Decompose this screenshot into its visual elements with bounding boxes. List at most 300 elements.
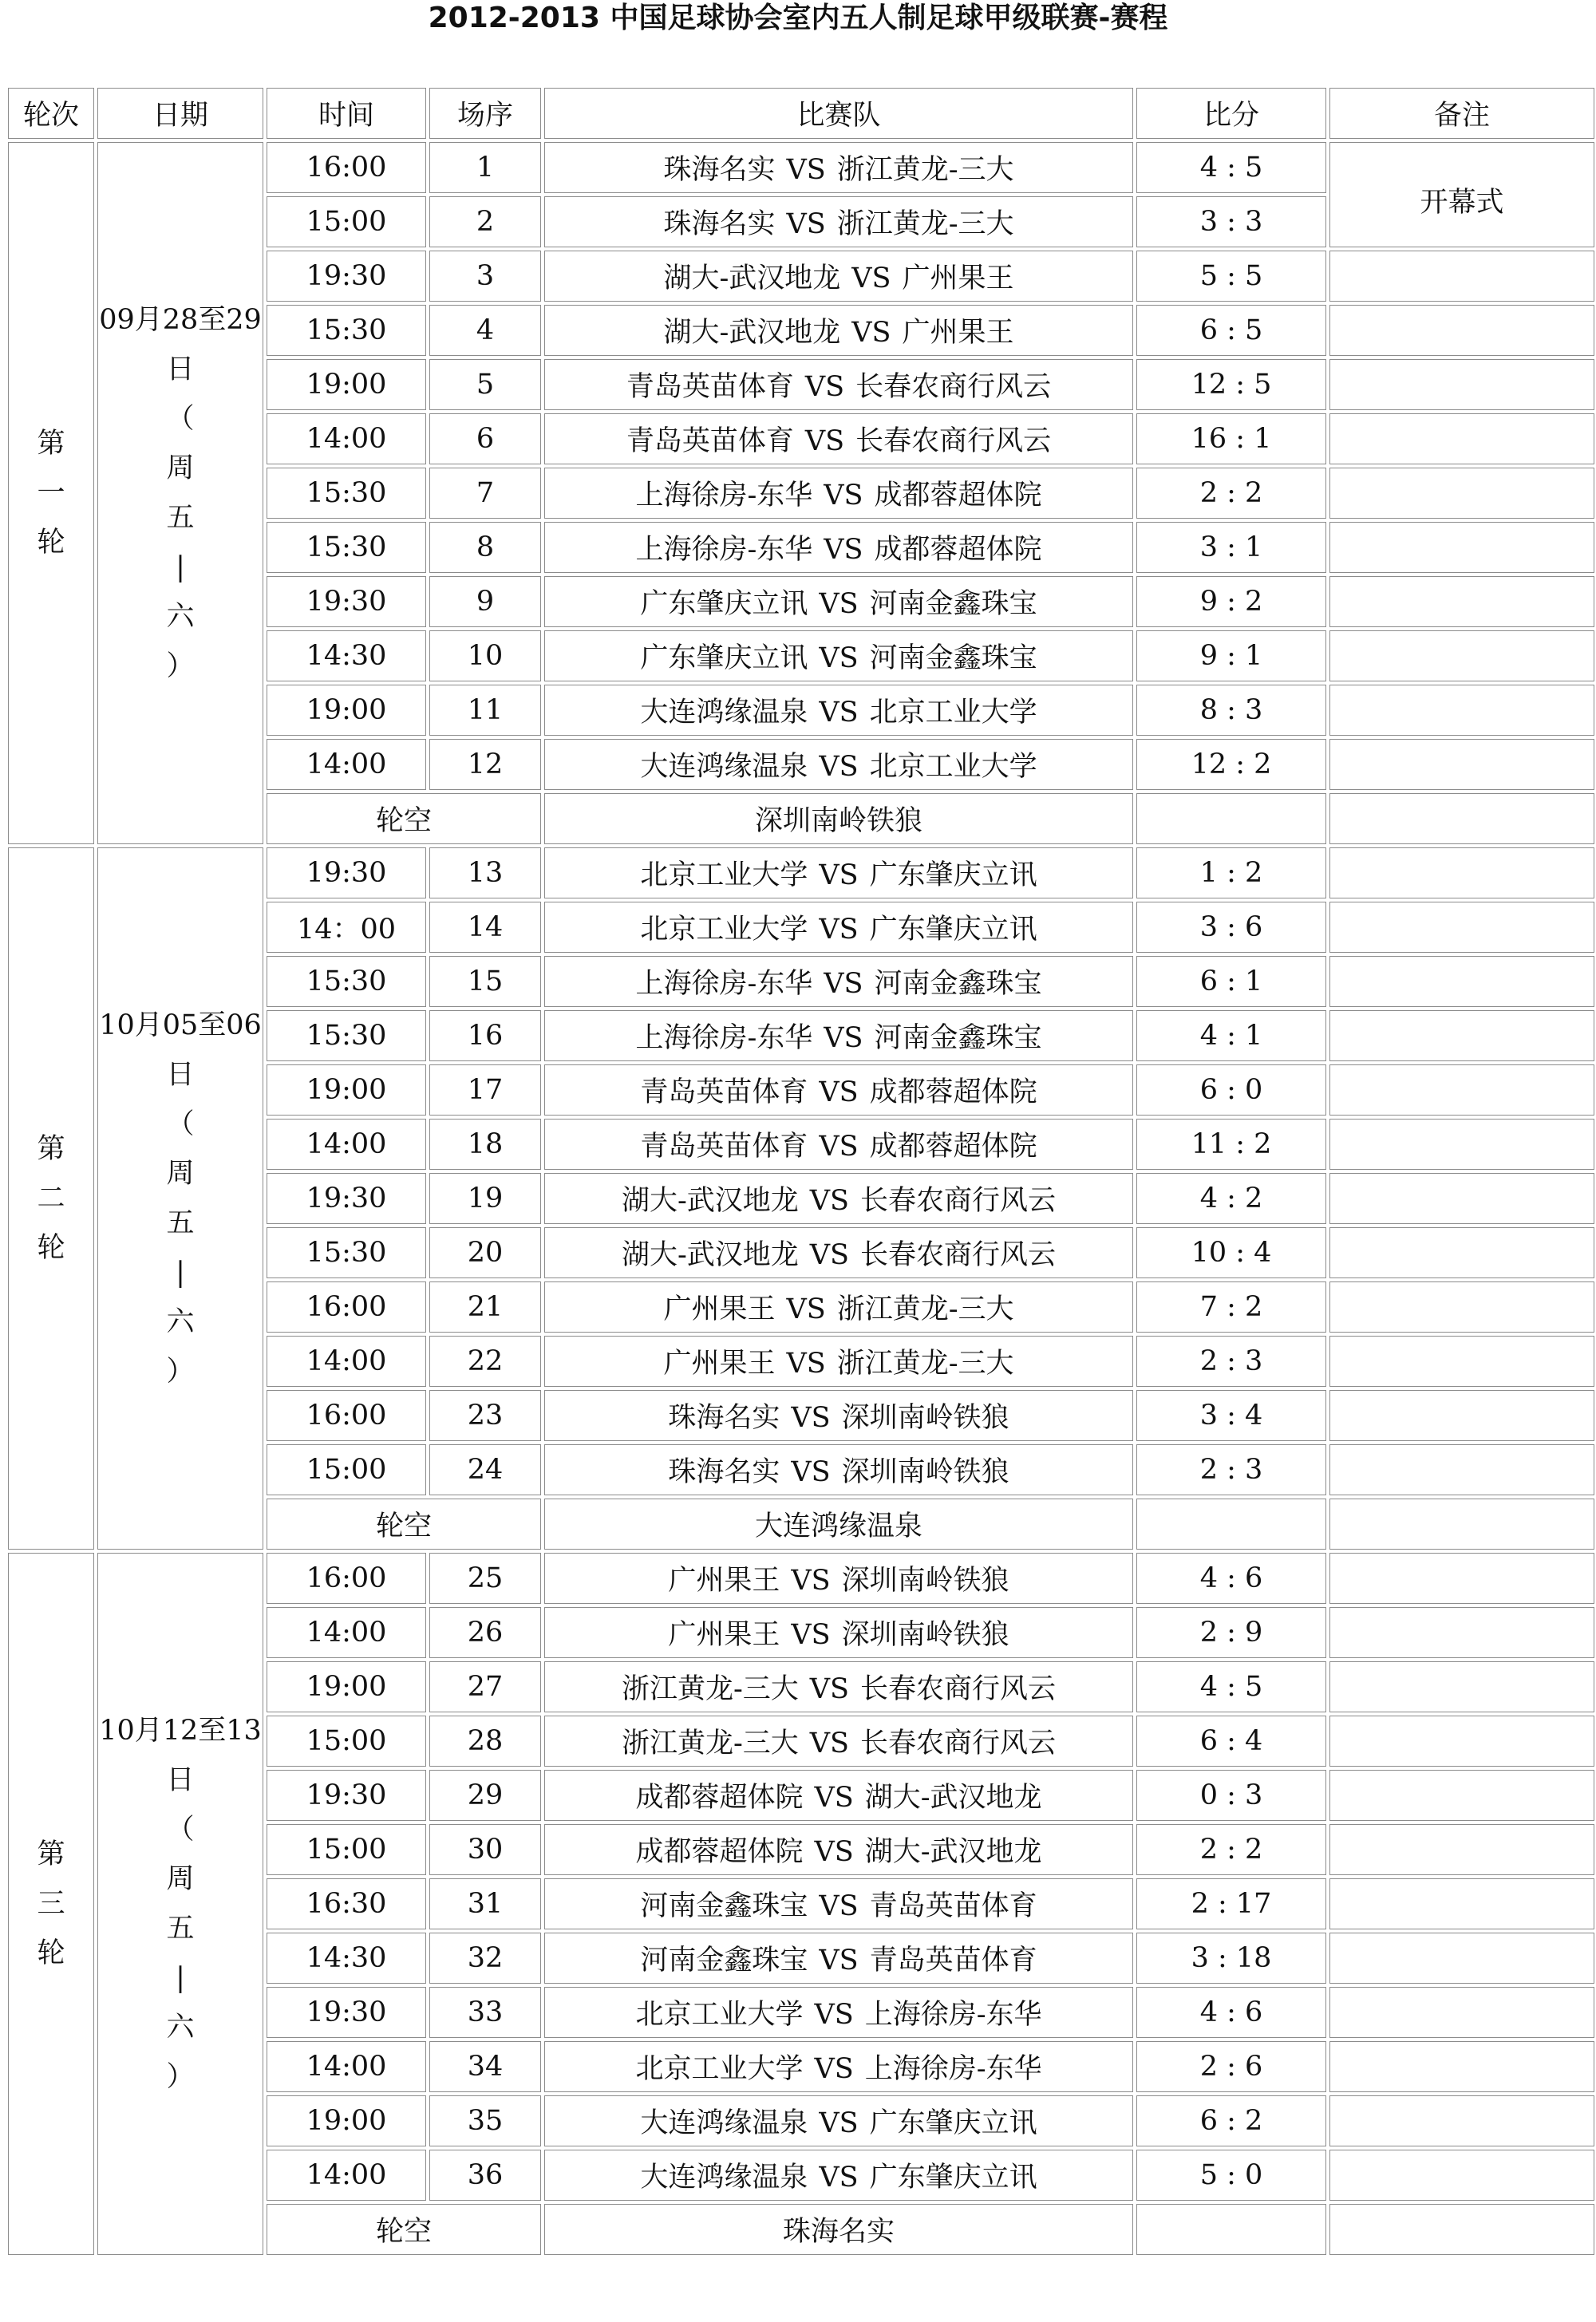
match-time: 15:30 [267, 956, 426, 1007]
match-score: 6 : 0 [1136, 1064, 1326, 1116]
round-label-char: 二 [37, 1183, 65, 1214]
home-team: 珠海名实 [668, 1402, 780, 1434]
away-team: 深圳南岭铁狼 [841, 1565, 1009, 1597]
away-team: 深圳南岭铁狼 [841, 1456, 1009, 1488]
bye-label: 轮空 [267, 1499, 541, 1550]
vs-label: VS [804, 371, 845, 403]
round-date-line: 周 [166, 1863, 195, 1895]
match-teams [544, 1824, 1133, 1875]
match-seq: 3 [429, 251, 541, 302]
home-team: 河南金鑫珠宝 [640, 1945, 808, 1976]
match-seq: 26 [429, 1607, 541, 1658]
match-seq: 27 [429, 1661, 541, 1712]
match-score: 9 : 2 [1136, 576, 1326, 627]
vs-label: VS [819, 1131, 859, 1163]
match-note [1329, 1010, 1594, 1061]
header-date: 日期 [97, 88, 263, 139]
match-note [1329, 359, 1594, 410]
match-note [1329, 1444, 1594, 1495]
away-team: 上海徐房-东华 [864, 1999, 1042, 2031]
match-teams [544, 847, 1133, 898]
match-seq: 12 [429, 739, 541, 790]
home-team: 成都蓉超体院 [635, 1836, 804, 1868]
home-team: 北京工业大学 [635, 1999, 804, 2031]
round-date-line: 五 [166, 1913, 195, 1945]
away-team: 成都蓉超体院 [874, 534, 1042, 566]
match-score: 9 : 1 [1136, 630, 1326, 681]
match-note [1329, 522, 1594, 573]
away-team: 成都蓉超体院 [874, 480, 1042, 511]
match-note [1329, 468, 1594, 519]
match-score: 3 : 18 [1136, 1933, 1326, 1984]
away-team: 广州果王 [902, 263, 1014, 294]
vs-label: VS [814, 2053, 854, 2085]
away-team: 河南金鑫珠宝 [874, 1022, 1042, 1054]
vs-label: VS [804, 425, 845, 457]
match-note [1329, 1173, 1594, 1224]
match-note [1329, 1607, 1594, 1658]
match-teams [544, 685, 1133, 736]
away-team: 河南金鑫珠宝 [869, 642, 1037, 674]
match-time: 15:00 [267, 196, 426, 247]
away-team: 成都蓉超体院 [869, 1076, 1037, 1108]
match-note [1329, 1281, 1594, 1333]
match-time: 14:00 [267, 1119, 426, 1170]
match-note [1329, 1878, 1594, 1929]
match-seq: 18 [429, 1119, 541, 1170]
match-score: 7 : 2 [1136, 1281, 1326, 1333]
match-score: 2 : 2 [1136, 1824, 1326, 1875]
match-teams [544, 1281, 1133, 1333]
home-team: 大连鸿缘温泉 [640, 751, 808, 783]
away-team: 北京工业大学 [869, 751, 1037, 783]
vs-label: VS [791, 1456, 831, 1488]
match-seq: 16 [429, 1010, 541, 1061]
match-score: 12 : 5 [1136, 359, 1326, 410]
match-teams [544, 142, 1133, 193]
match-teams [544, 1878, 1133, 1929]
match-teams [544, 630, 1133, 681]
schedule-body [8, 142, 1594, 2255]
match-teams [544, 1390, 1133, 1441]
match-note [1329, 685, 1594, 736]
round-date-line: ） [166, 650, 195, 682]
match-time: 19:30 [267, 847, 426, 898]
match-teams [544, 1444, 1133, 1495]
match-seq: 20 [429, 1227, 541, 1278]
away-team: 长春农商行风云 [860, 1673, 1057, 1705]
away-team: 广州果王 [902, 317, 1014, 349]
round-date-line: 五 [166, 502, 195, 534]
round-date-line: 10月12至13 [99, 1715, 262, 1747]
schedule-table [5, 85, 1596, 2258]
match-score: 4 : 6 [1136, 1553, 1326, 1604]
match-time: 15:30 [267, 1227, 426, 1278]
away-team: 广东肇庆立讯 [869, 859, 1037, 891]
match-score: 4 : 2 [1136, 1173, 1326, 1224]
match-teams [544, 1119, 1133, 1170]
match-teams [544, 305, 1133, 356]
bye-score [1136, 2204, 1326, 2255]
match-note [1329, 2095, 1594, 2146]
round-label-char: 第 [37, 1838, 65, 1870]
match-teams [544, 1336, 1133, 1387]
match-note [1329, 1661, 1594, 1712]
match-time: 15:30 [267, 468, 426, 519]
match-seq: 17 [429, 1064, 541, 1116]
note-text: 开幕式 [1420, 187, 1504, 219]
round-label-char: 三 [37, 1888, 65, 1920]
match-score: 6 : 2 [1136, 2095, 1326, 2146]
round-date-line: ） [166, 2061, 195, 2093]
match-note [1329, 1119, 1594, 1170]
match-time: 15:30 [267, 1010, 426, 1061]
match-seq: 19 [429, 1173, 541, 1224]
match-seq: 1 [429, 142, 541, 193]
match-teams [544, 1716, 1133, 1767]
vs-label: VS [819, 588, 859, 620]
vs-label: VS [791, 1565, 831, 1597]
match-seq: 14 [429, 902, 541, 953]
match-time: 14:30 [267, 1933, 426, 1984]
match-time: 15:00 [267, 1824, 426, 1875]
round-date-line: （ [166, 1814, 195, 1846]
round-date-line: | [176, 1962, 185, 1994]
round-date-line: 六 [166, 1306, 195, 1338]
match-time: 19:00 [267, 1064, 426, 1116]
match-seq: 15 [429, 956, 541, 1007]
match-score: 4 : 6 [1136, 1987, 1326, 2038]
round-label-char: 轮 [37, 1937, 65, 1969]
vs-label: VS [786, 1293, 826, 1325]
vs-label: VS [819, 1945, 859, 1976]
round-date-line: 五 [166, 1207, 195, 1239]
match-time: 19:00 [267, 1661, 426, 1712]
match-seq: 25 [429, 1553, 541, 1604]
vs-label: VS [809, 1728, 850, 1759]
round-label [8, 847, 94, 1550]
away-team: 河南金鑫珠宝 [874, 968, 1042, 1000]
match-seq: 32 [429, 1933, 541, 1984]
match-seq: 33 [429, 1987, 541, 2038]
match-teams [544, 1607, 1133, 1658]
match-score: 2 : 17 [1136, 1878, 1326, 1929]
round-date-line: 日 [166, 1764, 195, 1796]
match-note [1329, 2150, 1594, 2201]
match-time: 14:00 [267, 1336, 426, 1387]
round-date-line: ） [166, 1356, 195, 1388]
home-team: 上海徐房-东华 [635, 480, 813, 511]
match-score: 4 : 5 [1136, 142, 1326, 193]
away-team: 长春农商行风云 [855, 371, 1052, 403]
match-score: 3 : 1 [1136, 522, 1326, 573]
match-score: 4 : 5 [1136, 1661, 1326, 1712]
round-label-char: 一 [37, 477, 65, 509]
vs-label: VS [824, 480, 863, 511]
match-seq: 36 [429, 2150, 541, 2201]
match-note [1329, 956, 1594, 1007]
vs-label: VS [786, 208, 826, 240]
round-date [97, 1553, 263, 2255]
home-team: 大连鸿缘温泉 [640, 2162, 808, 2194]
match-teams [544, 1064, 1133, 1116]
header-score: 比分 [1136, 88, 1326, 139]
match-time: 14:00 [267, 739, 426, 790]
round-date-line: 10月05至06 [99, 1009, 262, 1041]
home-team: 北京工业大学 [635, 2053, 804, 2085]
vs-label: VS [824, 968, 863, 1000]
match-seq: 23 [429, 1390, 541, 1441]
home-team: 广东肇庆立讯 [640, 642, 808, 674]
match-score: 3 : 3 [1136, 196, 1326, 247]
match-seq: 31 [429, 1878, 541, 1929]
match-teams [544, 1173, 1133, 1224]
away-team: 长春农商行风云 [860, 1185, 1057, 1217]
away-team: 湖大-武汉地龙 [864, 1836, 1042, 1868]
match-time: 19:30 [267, 576, 426, 627]
away-team: 长春农商行风云 [855, 425, 1052, 457]
home-team: 广州果王 [663, 1348, 776, 1380]
away-team: 浙江黄龙-三大 [836, 154, 1014, 186]
away-team: 广东肇庆立讯 [869, 914, 1037, 946]
match-score: 11 : 2 [1136, 1119, 1326, 1170]
match-time: 19:00 [267, 359, 426, 410]
match-score: 2 : 9 [1136, 1607, 1326, 1658]
round-date-line: | [176, 1257, 185, 1289]
round-date-line: 日 [166, 353, 195, 385]
match-seq: 22 [429, 1336, 541, 1387]
match-teams [544, 2150, 1133, 2201]
vs-label: VS [819, 1890, 859, 1922]
away-team: 浙江黄龙-三大 [836, 1348, 1014, 1380]
match-seq: 10 [429, 630, 541, 681]
match-time: 16:00 [267, 1281, 426, 1333]
vs-label: VS [786, 154, 826, 186]
round-label [8, 142, 94, 844]
home-team: 大连鸿缘温泉 [640, 697, 808, 729]
match-teams [544, 522, 1133, 573]
vs-label: VS [809, 1239, 850, 1271]
match-teams [544, 1987, 1133, 2038]
match-teams [544, 413, 1133, 464]
round-date-line: 周 [166, 1158, 195, 1190]
home-team: 广东肇庆立讯 [640, 588, 808, 620]
round-date-line: 周 [166, 452, 195, 484]
match-seq: 34 [429, 2041, 541, 2092]
match-time: 19:30 [267, 1173, 426, 1224]
home-team: 上海徐房-东华 [635, 534, 813, 566]
home-team: 广州果王 [668, 1619, 780, 1651]
round-date-line: （ [166, 403, 195, 435]
match-seq: 13 [429, 847, 541, 898]
match-note [1329, 1390, 1594, 1441]
match-note [1329, 739, 1594, 790]
match-note [1329, 1770, 1594, 1821]
match-score: 2 : 2 [1136, 468, 1326, 519]
home-team: 河南金鑫珠宝 [640, 1890, 808, 1922]
match-note [1329, 1987, 1594, 2038]
match-time: 14:00 [267, 2041, 426, 2092]
match-score: 3 : 4 [1136, 1390, 1326, 1441]
home-team: 浙江黄龙-三大 [621, 1728, 799, 1759]
match-score: 0 : 3 [1136, 1770, 1326, 1821]
round-label-char: 第 [37, 1133, 65, 1165]
vs-label: VS [819, 2162, 859, 2194]
match-time: 16:00 [267, 142, 426, 193]
match-score: 3 : 6 [1136, 902, 1326, 953]
home-team: 湖大-武汉地龙 [621, 1185, 799, 1217]
home-team: 青岛英苗体育 [626, 371, 794, 403]
match-seq: 6 [429, 413, 541, 464]
match-note [1329, 847, 1594, 898]
match-teams [544, 956, 1133, 1007]
header-seq: 场序 [429, 88, 541, 139]
header-row [8, 88, 1594, 139]
match-score: 5 : 0 [1136, 2150, 1326, 2201]
match-score: 8 : 3 [1136, 685, 1326, 736]
header-note: 备注 [1329, 88, 1594, 139]
bye-team: 大连鸿缘温泉 [544, 1499, 1133, 1550]
away-team: 北京工业大学 [869, 697, 1037, 729]
match-note [1329, 1933, 1594, 1984]
match-time: 19:30 [267, 251, 426, 302]
header-time: 时间 [267, 88, 426, 139]
bye-team: 珠海名实 [544, 2204, 1133, 2255]
match-teams [544, 1933, 1133, 1984]
home-team: 青岛英苗体育 [640, 1076, 808, 1108]
away-team: 深圳南岭铁狼 [841, 1619, 1009, 1651]
match-score: 1 : 2 [1136, 847, 1326, 898]
vs-label: VS [819, 642, 859, 674]
vs-label: VS [809, 1185, 850, 1217]
match-time: 19:00 [267, 685, 426, 736]
home-team: 广州果王 [668, 1565, 780, 1597]
match-row [8, 1553, 1594, 1604]
match-teams [544, 251, 1133, 302]
header-round: 轮次 [8, 88, 94, 139]
match-time: 15:30 [267, 305, 426, 356]
match-time: 16:00 [267, 1553, 426, 1604]
match-seq: 4 [429, 305, 541, 356]
vs-label: VS [824, 534, 863, 566]
away-team: 青岛英苗体育 [869, 1945, 1037, 1976]
match-time: 14:00 [267, 413, 426, 464]
match-time: 15:00 [267, 1444, 426, 1495]
bye-note [1329, 793, 1594, 844]
match-row [8, 847, 1594, 898]
match-seq: 35 [429, 2095, 541, 2146]
match-teams [544, 1227, 1133, 1278]
match-teams [544, 359, 1133, 410]
vs-label: VS [819, 914, 859, 946]
match-note [1329, 413, 1594, 464]
home-team: 青岛英苗体育 [640, 1131, 808, 1163]
match-seq: 8 [429, 522, 541, 573]
round-date-line: | [176, 551, 185, 583]
away-team: 长春农商行风云 [860, 1728, 1057, 1759]
match-note [1329, 1227, 1594, 1278]
match-time: 14:00 [267, 1607, 426, 1658]
round-date-line: 六 [166, 601, 195, 633]
match-score: 2 : 6 [1136, 2041, 1326, 2092]
match-teams [544, 902, 1133, 953]
round-date-line: 日 [166, 1059, 195, 1091]
match-time: 19:30 [267, 1770, 426, 1821]
match-seq: 29 [429, 1770, 541, 1821]
home-team: 大连鸿缘温泉 [640, 2107, 808, 2139]
match-note [1329, 1336, 1594, 1387]
match-seq: 2 [429, 196, 541, 247]
match-note [1329, 1064, 1594, 1116]
home-team: 湖大-武汉地龙 [663, 263, 841, 294]
match-note [1329, 305, 1594, 356]
bye-note [1329, 1499, 1594, 1550]
match-score: 6 : 4 [1136, 1716, 1326, 1767]
home-team: 上海徐房-东华 [635, 1022, 813, 1054]
home-team: 珠海名实 [668, 1456, 780, 1488]
round-date-line: 09月28至29 [99, 304, 262, 336]
vs-label: VS [814, 1836, 854, 1868]
home-team: 珠海名实 [663, 154, 776, 186]
match-seq: 30 [429, 1824, 541, 1875]
round-label-char: 轮 [37, 527, 65, 559]
vs-label: VS [851, 263, 891, 294]
match-row [8, 142, 1594, 193]
vs-label: VS [851, 317, 891, 349]
round-date [97, 847, 263, 1550]
vs-label: VS [819, 1076, 859, 1108]
vs-label: VS [824, 1022, 863, 1054]
vs-label: VS [809, 1673, 850, 1705]
vs-label: VS [819, 859, 859, 891]
match-score: 2 : 3 [1136, 1336, 1326, 1387]
match-teams [544, 1770, 1133, 1821]
away-team: 深圳南岭铁狼 [841, 1402, 1009, 1434]
bye-score [1136, 793, 1326, 844]
match-time: 16:00 [267, 1390, 426, 1441]
match-teams [544, 576, 1133, 627]
round-date [97, 142, 263, 844]
match-teams [544, 468, 1133, 519]
away-team: 湖大-武汉地龙 [864, 1782, 1042, 1814]
away-team: 长春农商行风云 [860, 1239, 1057, 1271]
home-team: 青岛英苗体育 [626, 425, 794, 457]
away-team: 浙江黄龙-三大 [836, 1293, 1014, 1325]
vs-label: VS [814, 1782, 854, 1814]
match-teams [544, 739, 1133, 790]
home-team: 上海徐房-东华 [635, 968, 813, 1000]
round-date-line: （ [166, 1108, 195, 1140]
match-note [1329, 902, 1594, 953]
match-teams [544, 1553, 1133, 1604]
home-team: 珠海名实 [663, 208, 776, 240]
match-note [1329, 1716, 1594, 1767]
match-seq: 5 [429, 359, 541, 410]
match-score: 6 : 1 [1136, 956, 1326, 1007]
home-team: 北京工业大学 [640, 914, 808, 946]
bye-score [1136, 1499, 1326, 1550]
match-note [1329, 576, 1594, 627]
match-seq: 28 [429, 1716, 541, 1767]
match-seq: 11 [429, 685, 541, 736]
match-score: 12 : 2 [1136, 739, 1326, 790]
home-team: 浙江黄龙-三大 [621, 1673, 799, 1705]
vs-label: VS [814, 1999, 854, 2031]
home-team: 广州果王 [663, 1293, 776, 1325]
away-team: 成都蓉超体院 [869, 1131, 1037, 1163]
match-teams [544, 2041, 1133, 2092]
match-teams [544, 1661, 1133, 1712]
